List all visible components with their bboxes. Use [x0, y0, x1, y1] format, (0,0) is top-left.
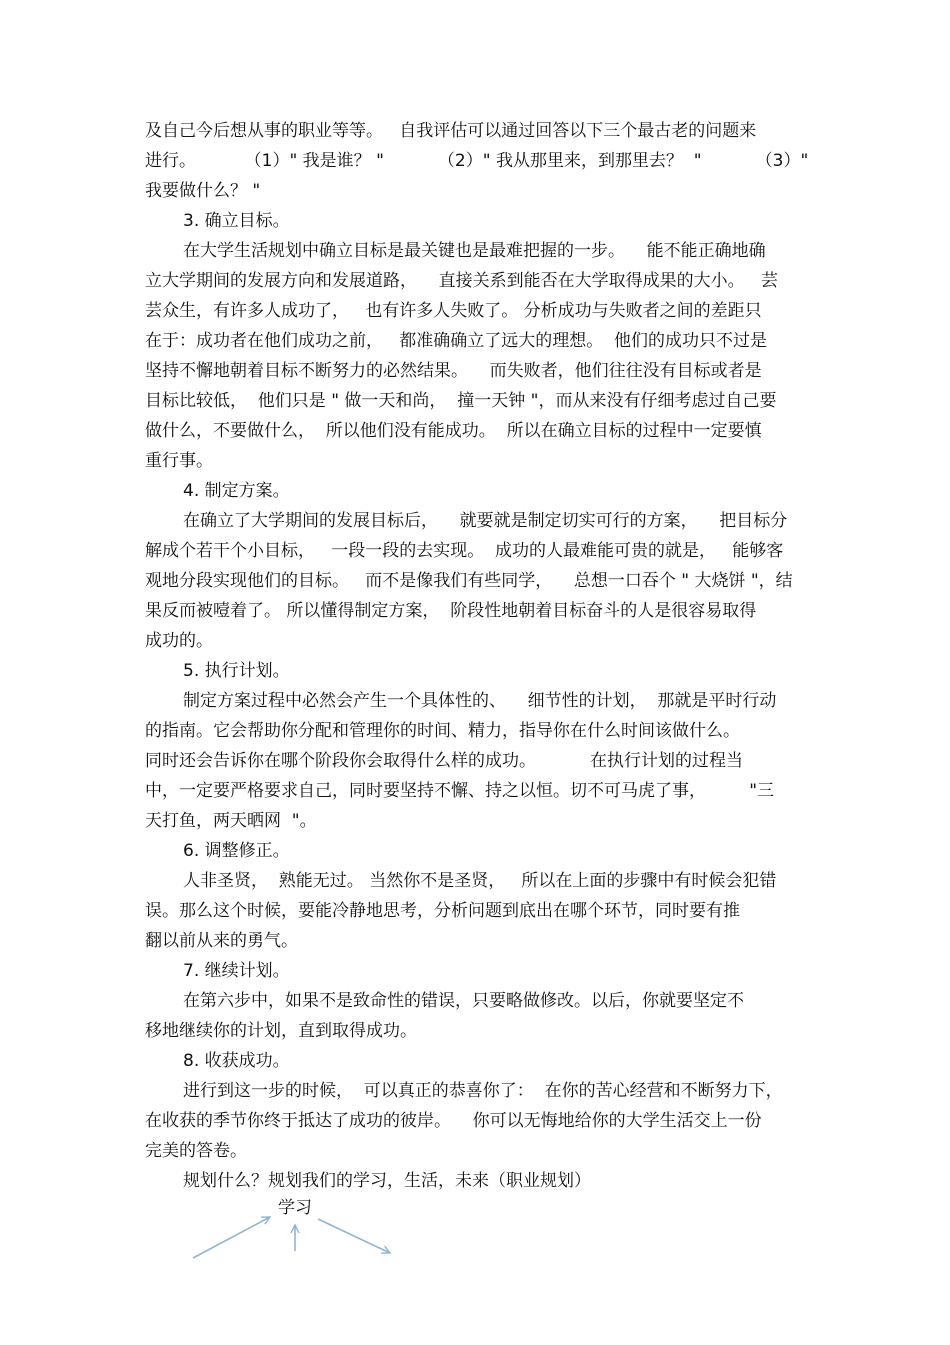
paragraph-line: 芸众生，有许多人成功了， 也有许多人失败了。 分析成功与失败者之间的差距只 [145, 301, 762, 321]
paragraph-line: 重行事。 [145, 451, 213, 471]
paragraph-line: 成功的。 [145, 631, 213, 651]
paragraph-line: 及自己今后想从事的职业等等。 自我评估可以通过回答以下三个最古老的问题来 [145, 121, 757, 141]
paragraph-line: 在大学生活规划中确立目标是最关键也是最难把握的一步。 能不能正确地确 [183, 241, 766, 261]
paragraph-line: 目标比较低， 他们只是 " 做一天和尚， 撞一天钟 "，而从来没有仔细考虑过自己要 [145, 391, 777, 411]
paragraph-line: 的指南。它会帮助你分配和管理你的时间、精力，指导你在什么时间该做什么。 [145, 721, 740, 741]
paragraph-line: 在于：成功者在他们成功之前， 都准确确立了远大的理想。 他们的成功只不过是 [145, 331, 768, 351]
paragraph-line: 中，一定要严格要求自己，同时要坚持不懈、持之以恒。切不可马虎了事， "三 [145, 781, 775, 801]
section-heading: 5. 执行计划。 [183, 661, 290, 681]
arrow-left [193, 1217, 270, 1258]
paragraph-line: 完美的答卷。 [145, 1141, 247, 1161]
paragraph-line: 观地分段实现他们的目标。 而不是像我们有些同学， 总想一口吞个 " 大烧饼 "，结 [145, 571, 793, 591]
section-heading: 6. 调整修正。 [183, 841, 290, 861]
section-heading: 4. 制定方案。 [183, 481, 290, 501]
paragraph-line: 立大学期间的发展方向和发展道路， 直接关系到能否在大学取得成果的大小。 芸 [145, 271, 778, 291]
paragraph-line: 进行。 （1）" 我是谁？ " （2）" 我从那里来，到那里去？ " （3）" [145, 151, 809, 171]
paragraph-line: 在第六步中，如果不是致命性的错误，只要略做修改。以后，你就要坚定不 [183, 991, 744, 1011]
paragraph-line: 规划什么？规划我们的学习，生活，未来（职业规划） [183, 1171, 591, 1191]
section-heading: 3. 确立目标。 [183, 211, 290, 231]
paragraph-line: 翻以前从来的勇气。 [145, 931, 298, 951]
diagram-label-study: 学习 [278, 1198, 312, 1218]
study-diagram [180, 1195, 420, 1275]
paragraph-line: 在收获的季节你终于抵达了成功的彼岸。 你可以无悔地给你的大学生活交上一份 [145, 1111, 762, 1131]
paragraph-line: 坚持不懈地朝着目标不断努力的必然结果。 而失败者，他们往往没有目标或者是 [145, 361, 762, 381]
paragraph-line: 同时还会告诉你在哪个阶段你会取得什么样的成功。 在执行计划的过程当 [145, 751, 744, 771]
paragraph-line: 我要做什么？ " [145, 181, 261, 201]
paragraph-line: 在确立了大学期间的发展目标后， 就要就是制定切实可行的方案， 把目标分 [183, 511, 788, 531]
paragraph-line: 做什么，不要做什么， 所以他们没有能成功。 所以在确立目标的过程中一定要慎 [145, 421, 762, 441]
paragraph-line: 移地继续你的计划，直到取得成功。 [145, 1021, 417, 1041]
section-heading: 8. 收获成功。 [183, 1051, 290, 1071]
paragraph-line: 制定方案过程中必然会产生一个具体性的、 细节性的计划， 那就是平时行动 [183, 691, 777, 711]
paragraph-line: 进行到这一步的时候， 可以真正的恭喜你了： 在你的苦心经营和不断努力下， [183, 1081, 783, 1101]
paragraph-line: 天打鱼，两天晒网 "。 [145, 811, 317, 831]
paragraph-line: 果反而被噎着了。 所以懂得制定方案， 阶段性地朝着目标奋斗的人是很容易取得 [145, 601, 757, 621]
paragraph-line: 解成个若干个小目标， 一段一段的去实现。 成功的人最难能可贵的就是， 能够客 [145, 541, 784, 561]
section-heading: 7. 继续计划。 [183, 961, 290, 981]
paragraph-line: 误。那么这个时候，要能冷静地思考，分析问题到底出在哪个环节，同时要有推 [145, 901, 740, 921]
arrow-right [318, 1219, 390, 1253]
paragraph-line: 人非圣贤， 熟能无过。 当然你不是圣贤， 所以在上面的步骤中有时候会犯错 [183, 871, 777, 891]
